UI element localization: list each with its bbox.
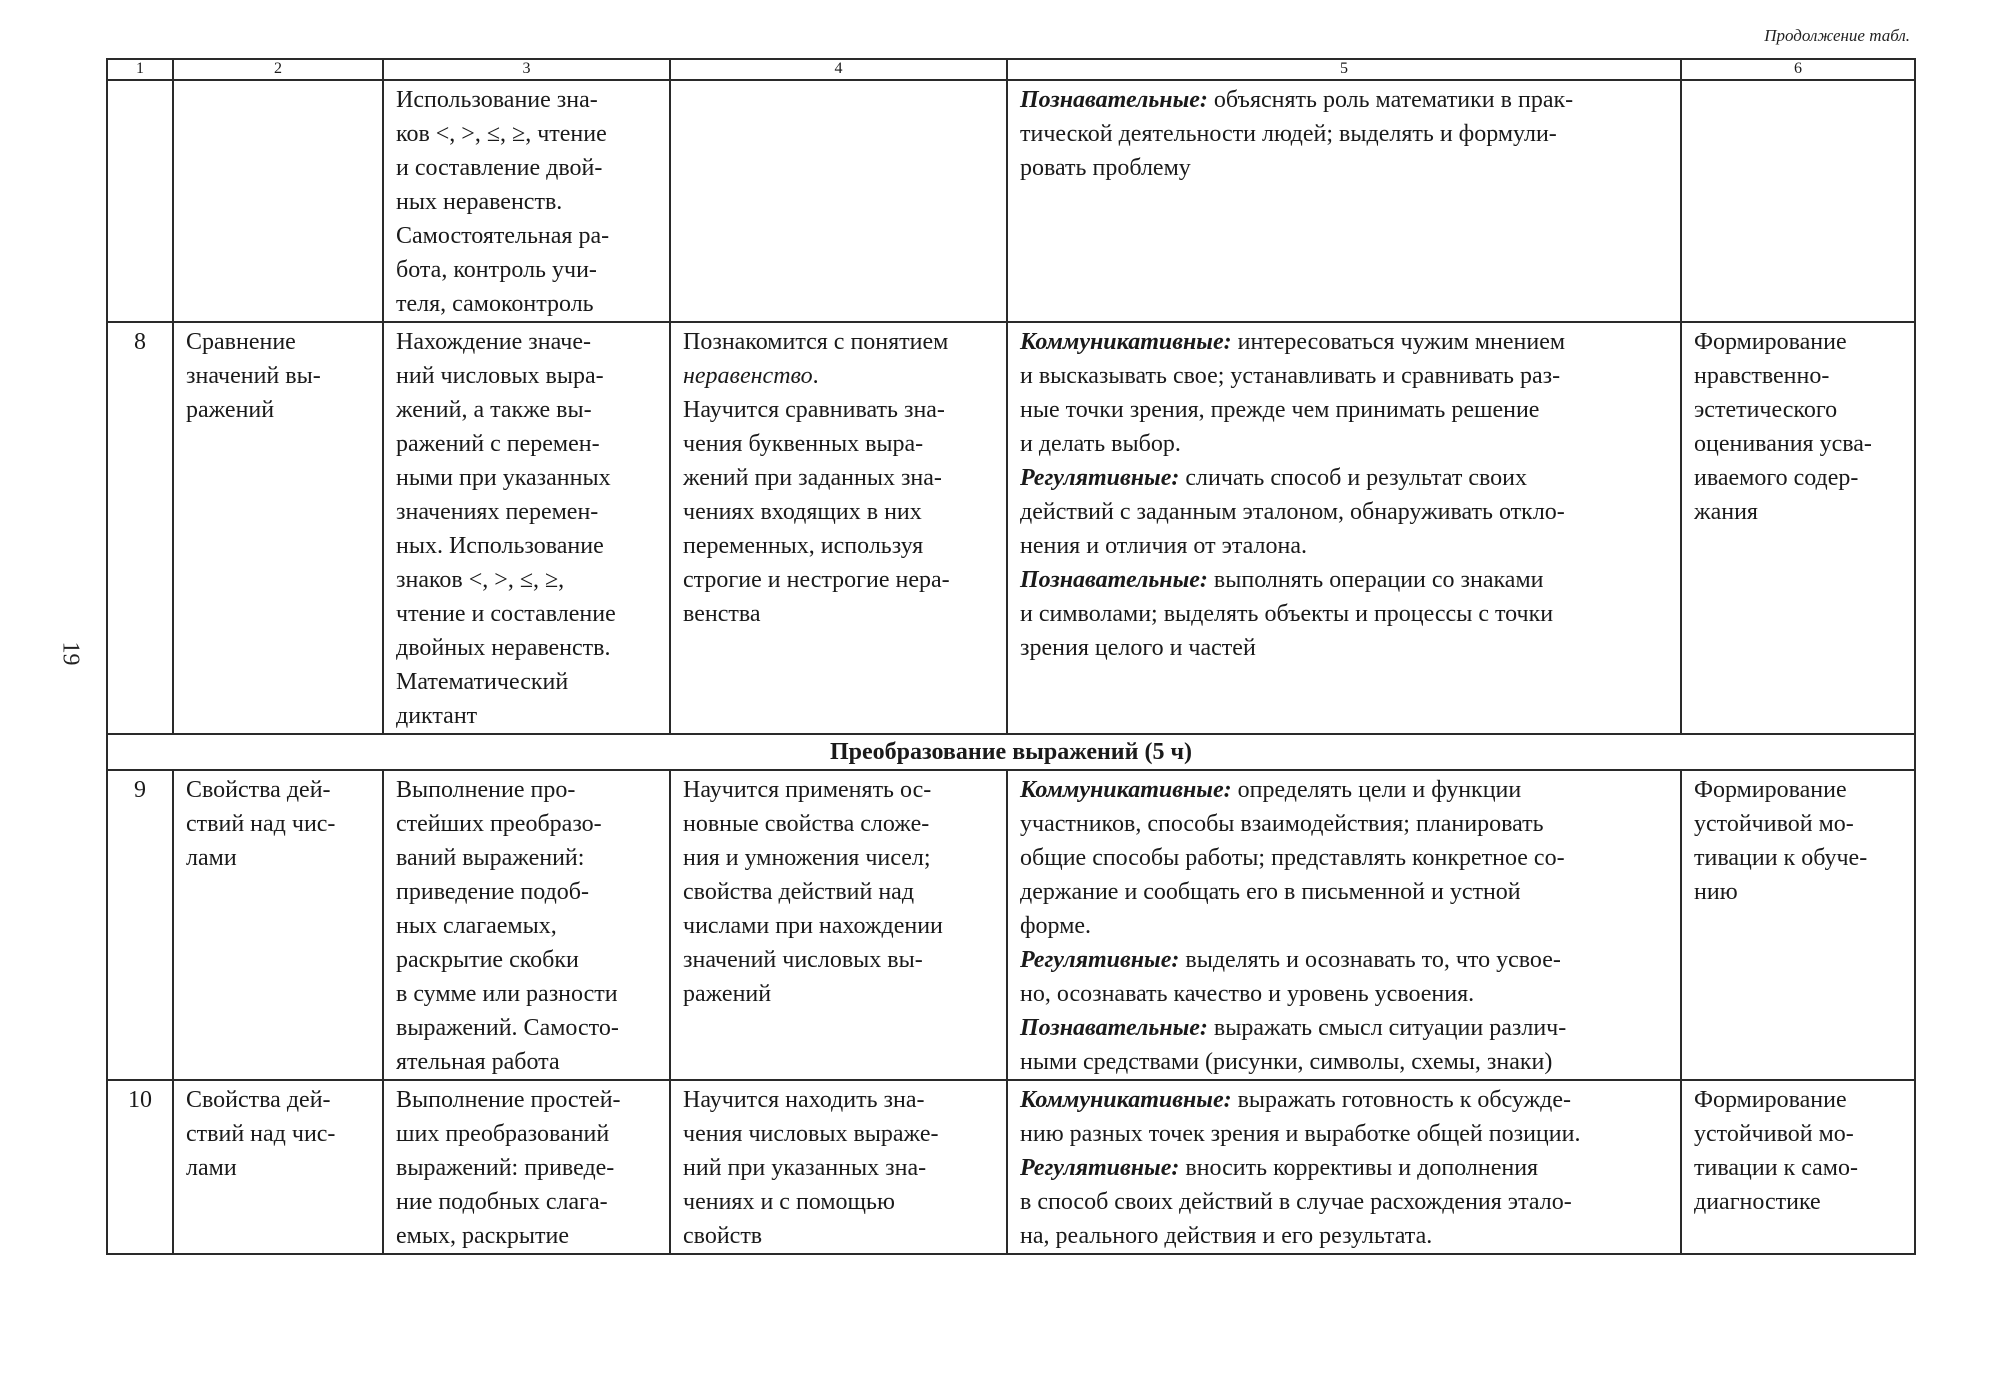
uud-results bbox=[1007, 322, 1681, 734]
personal-results: Формирование устойчивой мо- тивации к обуче- нию bbox=[1681, 770, 1915, 1080]
lesson-activities: Выполнение про- стейших преобразо- ваний выражений: приведение подоб- ных слагаемых, раскрытие скобки в сумме или разности выражений. Самосто- ятельная работа bbox=[383, 770, 670, 1080]
column-header: 5 bbox=[1007, 59, 1681, 80]
uud-text: вносить коррективы и дополнения в способ своих действий в случае расхождения этало- на, реального действия и его результата. bbox=[1020, 1155, 1572, 1249]
lesson-topic: Свойства дей- ствий над чис- лами bbox=[173, 770, 383, 1080]
table-row bbox=[107, 1080, 1915, 1254]
section-title: Преобразование выражений (5 ч) bbox=[107, 734, 1915, 770]
lesson-topic: Сравнение значений вы- ражений bbox=[173, 322, 383, 734]
lesson-activities: Нахождение значе- ний числовых выра- жений, а также вы- ражений с перемен- ными при указанных значениях перемен- ных. Использование знаков <, >, ≤, ≥, чтение и составление двойных неравенств. Математический диктант bbox=[383, 322, 670, 734]
lesson-number: 10 bbox=[107, 1080, 173, 1254]
page-number: 19 bbox=[57, 641, 84, 666]
lesson-activities: Выполнение простей- ших преобразований выражений: приведе- ние подобных слага- емых, раскрытие bbox=[383, 1080, 670, 1254]
continuation-note: Продолжение табл. bbox=[1764, 26, 1910, 45]
subject-text: . Научится сравнивать зна- чения буквенных выра- жений при заданных зна- чениях входящих в них переменных, используя строгие и нестрогие нера- венства bbox=[683, 363, 950, 627]
personal-results: Формирование нравственно- эстетического оценивания усва- иваемого содер- жания bbox=[1681, 322, 1915, 734]
subject-results: Научится применять ос- новные свойства сложе- ния и умножения чисел; свойства действий над числами при нахождении значений числовых вы- ражений bbox=[670, 770, 1007, 1080]
subject-results bbox=[670, 80, 1007, 322]
uud-label: Коммуникативные: bbox=[1020, 329, 1232, 355]
uud-results bbox=[1007, 80, 1681, 322]
uud-results bbox=[1007, 1080, 1681, 1254]
uud-text: определять цели и функции участников, способы взаимодействия; планировать общие способы работы; представлять конкретное со- держание и сообщать его в письменной и устной форме. bbox=[1020, 777, 1565, 939]
lesson-plan-table bbox=[106, 58, 1916, 1255]
lesson-number bbox=[107, 80, 173, 322]
uud-text: выделять и осознавать то, что усвое- но, осознавать качество и уровень усвоения. bbox=[1020, 947, 1561, 1007]
personal-results: Формирование устойчивой мо- тивации к само- диагностике bbox=[1681, 1080, 1915, 1254]
uud-label: Познавательные: bbox=[1020, 567, 1208, 593]
uud-label: Познавательные: bbox=[1020, 87, 1208, 113]
uud-label: Коммуникативные: bbox=[1020, 777, 1232, 803]
uud-label: Регулятивные: bbox=[1020, 1155, 1180, 1181]
subject-term: неравенство bbox=[683, 363, 813, 389]
subject-text: Познакомится с понятием bbox=[683, 329, 949, 355]
uud-text: выражать смысл ситуации различ- ными средствами (рисунки, символы, схемы, знаки) bbox=[1020, 1015, 1567, 1075]
lesson-activities: Использование зна- ков <, >, ≤, ≥, чтение и составление двой- ных неравенств. Самостоятельная ра- бота, контроль учи- теля, самоконтроль bbox=[383, 80, 670, 322]
lesson-number: 9 bbox=[107, 770, 173, 1080]
uud-results bbox=[1007, 770, 1681, 1080]
table-row bbox=[107, 322, 1915, 734]
column-header: 6 bbox=[1681, 59, 1915, 80]
uud-text: объяснять роль математики в прак- тической деятельности людей; выделять и формули- ровать проблему bbox=[1020, 87, 1574, 181]
table-row bbox=[107, 770, 1915, 1080]
column-header: 2 bbox=[173, 59, 383, 80]
uud-text: выполнять операции со знаками и символами; выделять объекты и процессы с точки зрения целого и частей bbox=[1020, 567, 1554, 661]
subject-results bbox=[670, 322, 1007, 734]
section-row bbox=[107, 734, 1915, 770]
column-number-row bbox=[107, 59, 1915, 80]
uud-text: сличать способ и результат своих действий с заданным эталоном, обнаруживать откло- нения и отличия от эталона. bbox=[1020, 465, 1565, 559]
uud-label: Познавательные: bbox=[1020, 1015, 1208, 1041]
column-header: 3 bbox=[383, 59, 670, 80]
table-row bbox=[107, 80, 1915, 322]
uud-label: Регулятивные: bbox=[1020, 465, 1180, 491]
lesson-topic bbox=[173, 80, 383, 322]
subject-results: Научится находить зна- чения числовых выраже- ний при указанных зна- чениях и с помощью свойств bbox=[670, 1080, 1007, 1254]
column-header: 1 bbox=[107, 59, 173, 80]
uud-label: Регулятивные: bbox=[1020, 947, 1180, 973]
uud-text: интересоваться чужим мнением и высказывать свое; устанавливать и сравнивать раз- ные точки зрения, прежде чем принимать решение и делать выбор. bbox=[1020, 329, 1566, 457]
uud-text: выражать готовность к обсужде- нию разных точек зрения и выработке общей позиции. bbox=[1020, 1087, 1581, 1147]
personal-results bbox=[1681, 80, 1915, 322]
uud-label: Коммуникативные: bbox=[1020, 1087, 1232, 1113]
lesson-number: 8 bbox=[107, 322, 173, 734]
column-header: 4 bbox=[670, 59, 1007, 80]
lesson-topic: Свойства дей- ствий над чис- лами bbox=[173, 1080, 383, 1254]
